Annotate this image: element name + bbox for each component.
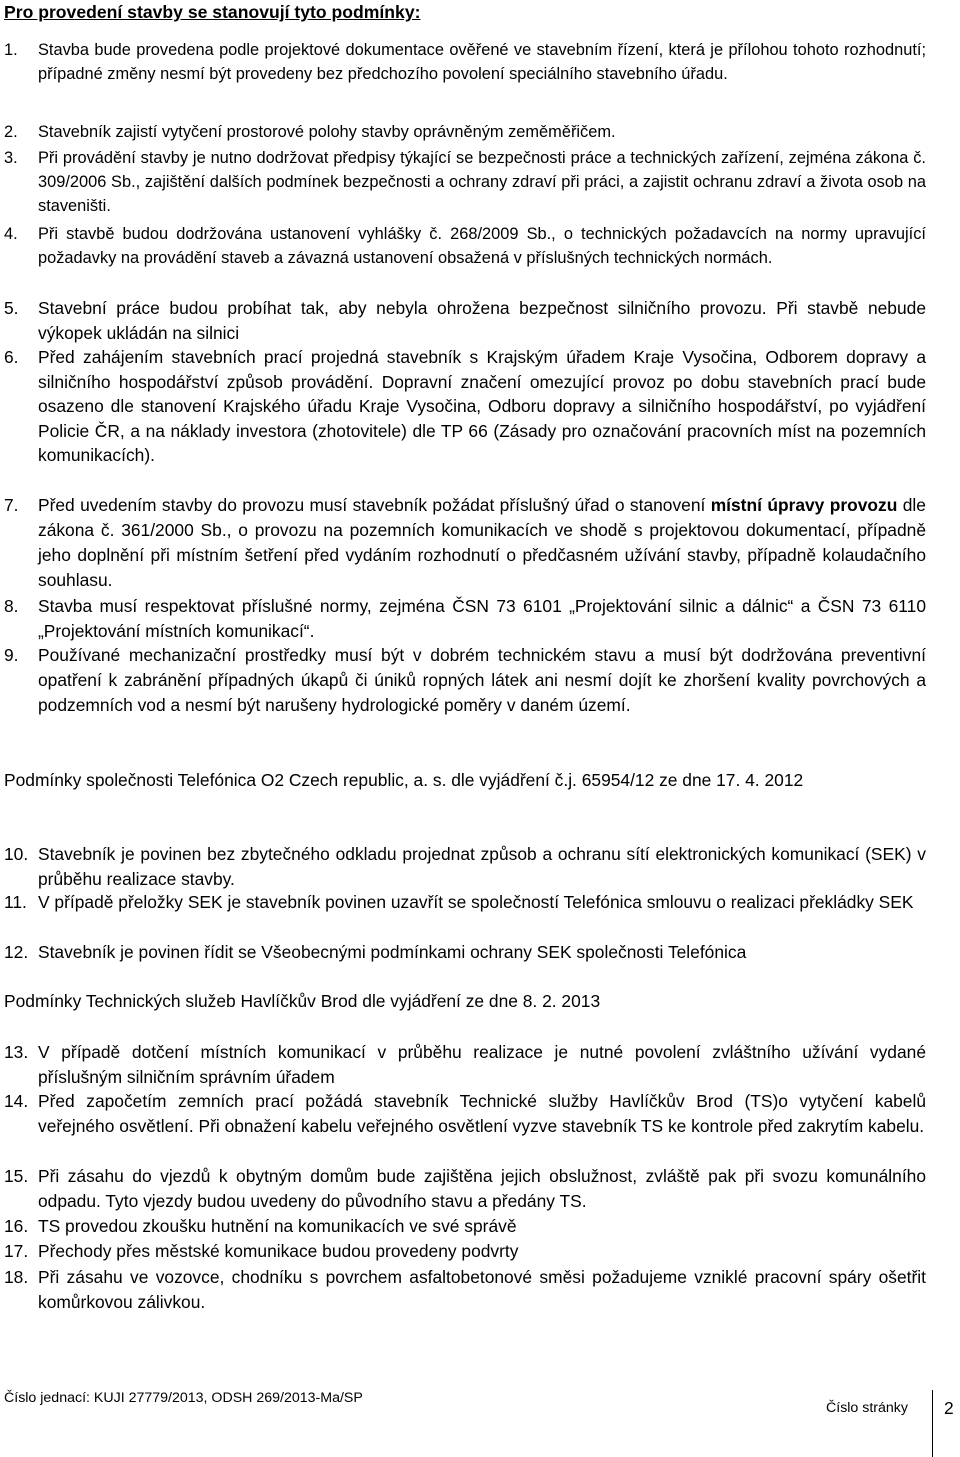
condition-item <box>4 296 926 345</box>
item-text: Stavba musí respektovat příslušné normy, zejména ČSN 73 6101 „Projektování silnic a dálnic“ a ČSN 73 6110 „Projektování místních komunikací“. <box>38 596 926 641</box>
item-text: Přechody přes městské komunikace budou provedeny podvrty <box>38 1241 519 1261</box>
page-number-label: Číslo stránky <box>826 1400 908 1416</box>
condition-item <box>4 493 926 593</box>
section-o2-heading: Podmínky společnosti Telefónica O2 Czech republic, a. s. dle vyjádření č.j. 65954/12 ze dne 17. 4. 2012 <box>4 770 804 790</box>
item-number: 8. <box>4 596 19 616</box>
condition-item <box>4 120 926 144</box>
conditions-heading: Pro provedení stavby se stanovují tyto podmínky: <box>4 2 421 22</box>
item-number: 10. <box>4 844 29 864</box>
condition-item <box>4 1040 926 1089</box>
item-text: Stavebník je povinen řídit se Všeobecnými podmínkami ochrany SEK společnosti Telefónica <box>38 942 747 962</box>
item-text: Před uvedením stavby do provozu musí stavebník požádat příslušný úřad o stanovení místní úpravy provozu dle zákona č. 361/2000 Sb., o provozu na pozemních komunikacích ve shodě s projektovou dokumentací, případně jeho doplnění při místním šetření před vydáním rozhodnutí o předčasném užívání stavby, případně kolaudačního souhlasu. <box>38 495 926 590</box>
item-text: Při provádění stavby je nutno dodržovat předpisy týkající se bezpečnosti práce a technických zařízení, zejména zákona č. 309/2006 Sb., zajištění dalších podmínek bezpečnosti a ochrany zdraví při práci, a zajistit ochranu zdraví a života osob na staveništi. <box>38 149 926 215</box>
item-text: Stavebník zajistí vytyčení prostorové polohy stavby oprávněným zeměměřičem. <box>38 123 616 141</box>
item-text: Při stavbě budou dodržována ustanovení vyhlášky č. 268/2009 Sb., o technických požadavcích na normy upravující požadavky na provádění staveb a závazná ustanovení obsažená v příslušných technických normách. <box>38 225 926 267</box>
item-number: 7. <box>4 495 19 515</box>
item-number: 11. <box>4 892 27 912</box>
item-number: 9. <box>4 645 19 665</box>
emphasis-text: místní úpravy provozu <box>710 495 898 515</box>
item-text: Stavební práce budou probíhat tak, aby nebyla ohrožena bezpečnost silničního provozu. Při stavbě nebude výkopek ukládán na silnici <box>38 298 926 343</box>
case-number: Číslo jednací: KUJI 27779/2013, ODSH 269/2013-Ma/SP <box>4 1390 363 1406</box>
item-text: TS provedou zkoušku hutnění na komunikacích ve své správě <box>38 1216 517 1236</box>
condition-item <box>4 1214 926 1239</box>
condition-item <box>4 1089 926 1138</box>
item-text: Při zásahu do vjezdů k obytným domům bude zajištěna jejich obslužnost, zvláště pak při svozu komunálního odpadu. Tyto vjezdy budou uvedeny do původního stavu a předány TS. <box>38 1166 926 1211</box>
item-number: 5. <box>4 298 19 318</box>
item-text: Stavba bude provedena podle projektové dokumentace ověřené ve stavebním řízení, která je přílohou tohoto rozhodnutí; případné změny nesmí být provedeny bez předchozího povolení speciálního stavebního úřadu. <box>38 41 926 83</box>
item-number: 14. <box>4 1091 29 1111</box>
item-text: Před započetím zemních prací požádá stavebník Technické služby Havlíčkův Brod (TS)o vytyčení kabelů veřejného osvětlení. Při obnažení kabelu veřejného osvětlení vyzve stavebník TS ke kontrole před zakrytím kabelu. <box>38 1091 926 1136</box>
condition-item <box>4 594 926 643</box>
condition-item <box>4 842 926 891</box>
condition-item <box>4 890 926 915</box>
footer-divider <box>932 1390 933 1457</box>
item-number: 17. <box>4 1241 29 1261</box>
item-number: 6. <box>4 347 19 367</box>
condition-item <box>4 222 926 270</box>
condition-item <box>4 1164 926 1213</box>
item-text: V případě dotčení místních komunikací v průběhu realizace je nutné povolení zvláštního užívání vydané příslušným silničním správním úřadem <box>38 1042 926 1087</box>
condition-item <box>4 1265 926 1314</box>
condition-item <box>4 940 926 965</box>
item-number: 3. <box>4 149 18 167</box>
item-number: 1. <box>4 41 18 59</box>
condition-item <box>4 146 926 218</box>
item-number: 12. <box>4 942 29 962</box>
item-number: 4. <box>4 225 18 243</box>
condition-item <box>4 345 926 468</box>
item-text: Při zásahu ve vozovce, chodníku s povrchem asfaltobetonové směsi požadujeme vzniklé pracovní spáry ošetřit komůrkovou zálivkou. <box>38 1267 926 1312</box>
item-number: 18. <box>4 1267 29 1287</box>
item-text: Před zahájením stavebních prací projedná stavebník s Krajským úřadem Kraje Vysočina, Odborem dopravy a silničního hospodářství způsob provádění. Dopravní značení omezující provoz po dobu stavebních prací bude osazeno dle stanovení Krajského úřadu Kraje Vysočina, Odboru dopravy a silničního hospodářství, po vyjádření Policie ČR, a na náklady investora (zhotovitele) dle TP 66 (Zásady pro označování pracovních míst na pozemních komunikacích). <box>38 347 926 466</box>
condition-item <box>4 38 926 86</box>
item-number: 2. <box>4 123 18 141</box>
item-text: V případě přeložky SEK je stavebník povinen uzavřít se společností Telefónica smlouvu o realizaci překládky SEK <box>38 892 914 912</box>
item-text: Používané mechanizační prostředky musí být v dobrém technickém stavu a musí být dodržována preventivní opatření k zabránění případných úkapů či úniků ropných látek ani nesmí dojít ke zhoršení kvality povrchových a podzemních vod a nesmí být narušeny hydrologické poměry v daném území. <box>38 645 926 715</box>
page-number: 2 <box>944 1398 954 1418</box>
item-number: 13. <box>4 1042 29 1062</box>
item-text: Stavebník je povinen bez zbytečného odkladu projednat způsob a ochranu sítí elektronických komunikací (SEK) v průběhu realizace stavby. <box>38 844 926 889</box>
condition-item <box>4 1239 926 1264</box>
item-number: 16. <box>4 1216 29 1236</box>
section-ts-heading: Podmínky Technických služeb Havlíčkův Brod dle vyjádření ze dne 8. 2. 2013 <box>4 991 601 1011</box>
condition-item <box>4 643 926 718</box>
page-footer <box>4 1390 960 1457</box>
item-number: 15. <box>4 1166 29 1186</box>
